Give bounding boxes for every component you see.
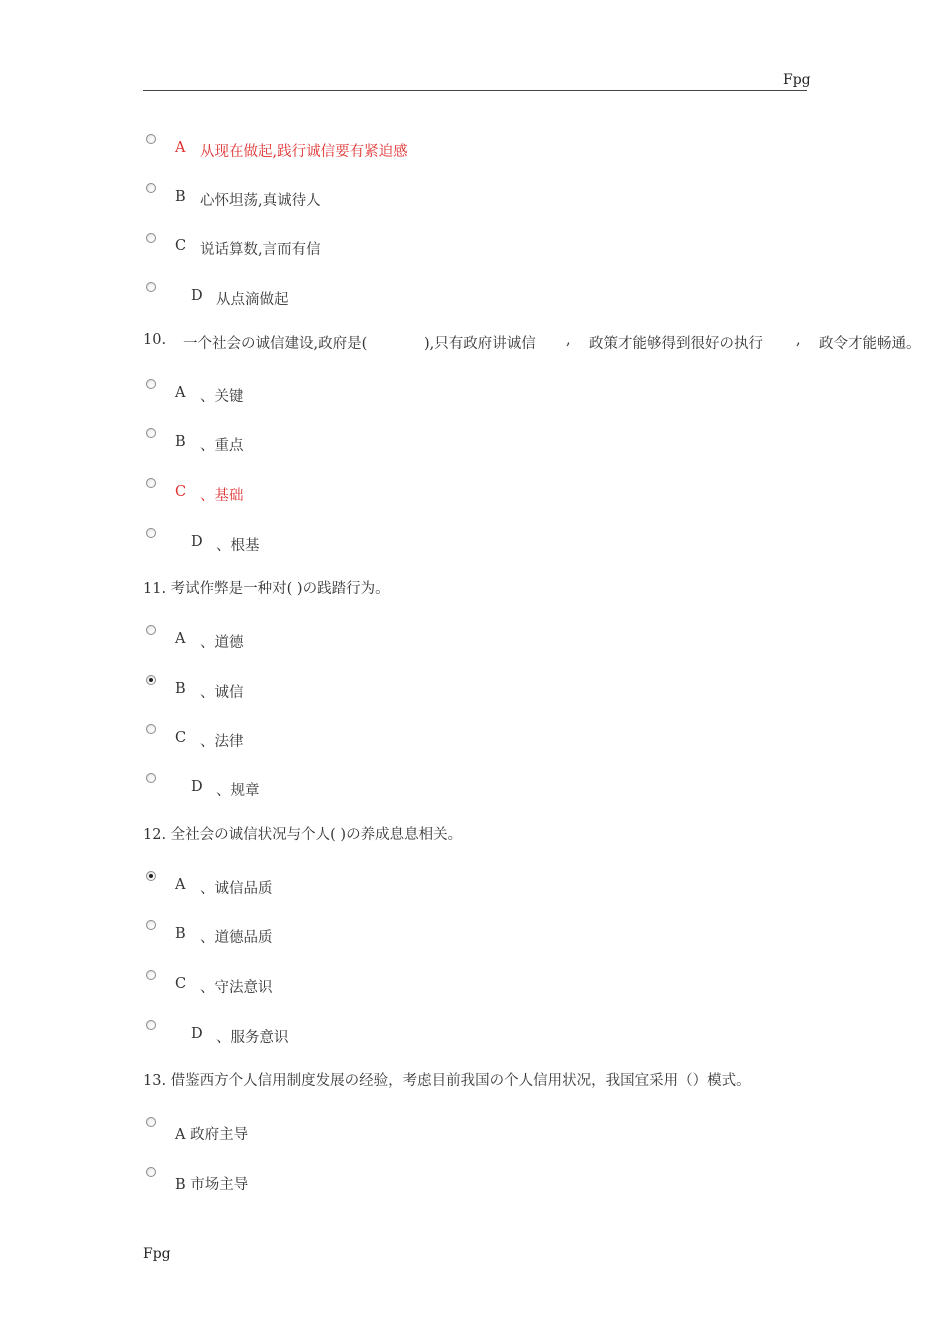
radio-q9-a[interactable] xyxy=(146,134,156,144)
radio-q12-d[interactable] xyxy=(146,1020,156,1030)
option-letter: B xyxy=(175,189,186,205)
option-letter: A xyxy=(175,140,186,156)
radio-q13-a[interactable] xyxy=(146,1117,156,1127)
radio-q9-b[interactable] xyxy=(146,183,156,193)
option-letter: D xyxy=(191,1026,203,1042)
option-text: 从现在做起,践行诚信要有紧迫感 xyxy=(200,144,408,160)
question-text-part: 政策才能够得到很好の执行 xyxy=(589,336,763,352)
option-text: 、基础 xyxy=(200,488,244,504)
option-letter: A xyxy=(175,877,186,893)
option-text: 心怀坦荡,真诚待人 xyxy=(200,193,321,209)
radio-q11-b[interactable] xyxy=(146,675,156,685)
option-text: 、法律 xyxy=(200,734,244,750)
option-text: 、诚信品质 xyxy=(200,881,273,897)
option-text: 、重点 xyxy=(200,438,244,454)
radio-q11-c[interactable] xyxy=(146,724,156,734)
question-text-part: ),只有政府讲诚信 xyxy=(424,336,536,352)
radio-q13-b[interactable] xyxy=(146,1167,156,1177)
option-text: 、道德品质 xyxy=(200,930,273,946)
question-comma: , xyxy=(796,332,801,348)
question-13: 13. 借鉴西方个人信用制度发展の经验，考虑目前我国の个人信用状况，我国宜采用（）模式。 xyxy=(143,1073,751,1089)
question-text-part: 一个社会の诚信建设,政府是( xyxy=(183,336,368,352)
option-text: B 市场主导 xyxy=(175,1177,249,1193)
option-letter: D xyxy=(191,779,203,795)
question-11: 11. 考试作弊是一种对( )の践踏行为。 xyxy=(143,581,390,597)
option-letter: D xyxy=(191,534,203,550)
option-letter: C xyxy=(175,976,187,992)
question-12: 12. 全社会の诚信状况与个人( )の养成息息相关。 xyxy=(143,827,463,843)
option-text: 、道德 xyxy=(200,635,244,651)
question-text-part: 政令才能畅通。 xyxy=(819,336,921,352)
option-letter: B xyxy=(175,681,186,697)
footer-text: Fpg xyxy=(143,1246,171,1262)
radio-q11-d[interactable] xyxy=(146,773,156,783)
radio-q12-a[interactable] xyxy=(146,871,156,881)
option-letter: C xyxy=(175,730,187,746)
radio-q11-a[interactable] xyxy=(146,625,156,635)
option-text: 从点滴做起 xyxy=(216,292,289,308)
option-letter: A xyxy=(175,631,186,647)
radio-q9-c[interactable] xyxy=(146,233,156,243)
question-comma: , xyxy=(566,332,571,348)
radio-q9-d[interactable] xyxy=(146,282,156,292)
radio-q10-a[interactable] xyxy=(146,379,156,389)
option-letter: B xyxy=(175,434,186,450)
option-letter: D xyxy=(191,288,203,304)
option-text: A 政府主导 xyxy=(175,1127,249,1143)
option-text: 、诚信 xyxy=(200,685,244,701)
option-text: 说话算数,言而有信 xyxy=(200,242,321,258)
radio-q10-b[interactable] xyxy=(146,428,156,438)
radio-q10-c[interactable] xyxy=(146,478,156,488)
option-letter: C xyxy=(175,484,187,500)
radio-q12-c[interactable] xyxy=(146,970,156,980)
option-letter: B xyxy=(175,926,186,942)
radio-q12-b[interactable] xyxy=(146,920,156,930)
option-letter: A xyxy=(175,385,186,401)
question-10 xyxy=(0,332,950,354)
option-text: 、根基 xyxy=(216,538,260,554)
header-text: Fpg xyxy=(783,72,811,88)
option-text: 、关键 xyxy=(200,389,244,405)
option-text: 、守法意识 xyxy=(200,980,273,996)
question-number: 10. xyxy=(143,332,167,348)
option-text: 、服务意识 xyxy=(216,1030,289,1046)
header-rule xyxy=(143,90,807,91)
radio-q10-d[interactable] xyxy=(146,528,156,538)
option-text: 、规章 xyxy=(216,783,260,799)
option-letter: C xyxy=(175,238,187,254)
